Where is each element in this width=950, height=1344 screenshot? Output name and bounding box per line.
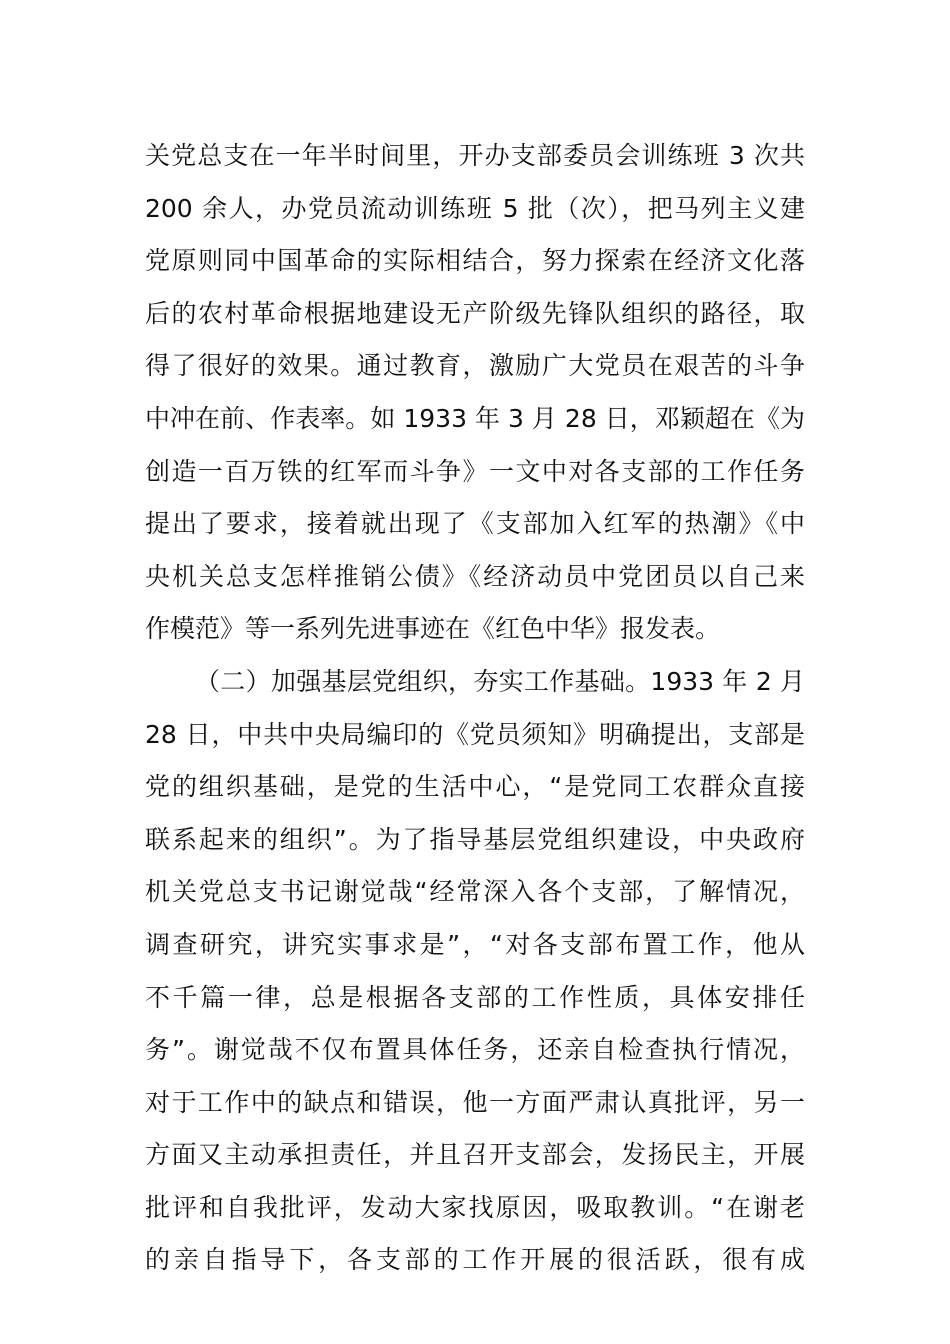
text-line: 批评和自我批评，发动大家找原因，吸取教训。“在谢老 <box>145 1192 805 1222</box>
text-line: 中冲在前、作表率。如 1933 年 3 月 28 日，邓颖超在《为 <box>145 403 805 433</box>
text-line: 党的组织基础，是党的生活中心，“是党同工农群众直接 <box>145 772 805 802</box>
text-line: 不千篇一律，总是根据各支部的工作性质，具体安排任 <box>145 982 805 1012</box>
text-line: 关党总支在一年半时间里，开办支部委员会训练班 3 次共 <box>145 141 805 170</box>
text-line: 200 余人，办党员流动训练班 5 批（次），把马列主义建 <box>145 193 805 223</box>
text-line: 党原则同中国革命的实际相结合，努力探索在经济文化落 <box>145 246 805 276</box>
text-line: 创造一百万铁的红军而斗争》一文中对各支部的工作任务 <box>145 456 805 486</box>
text-line: 28 日，中共中央局编印的《党员须知》明确提出，支部是 <box>145 719 805 749</box>
text-line: 联系起来的组织”。为了指导基层党组织建设，中央政府 <box>145 824 805 854</box>
text-line: 对于工作中的缺点和错误，他一方面严肃认真批评，另一 <box>145 1087 805 1117</box>
paragraph-end-line: 作模范》等一系列先进事迹在《红色中华》报发表。 <box>145 614 721 644</box>
body-text <box>145 130 805 1287</box>
section-heading-line: （二）加强基层党组织，夯实工作基础。1933 年 2 月 <box>195 666 805 696</box>
text-line: 得了很好的效果。通过教育，激励广大党员在艰苦的斗争 <box>145 351 805 381</box>
text-line: 机关党总支书记谢觉哉“经常深入各个支部，了解情况， <box>145 877 805 907</box>
text-line: 的亲自指导下，各支部的工作开展的很活跃，很有成 <box>145 1245 805 1275</box>
text-line: 调查研究，讲究实事求是”，“对各支部布置工作，他从 <box>145 929 805 959</box>
text-line: 务”。谢觉哉不仅布置具体任务，还亲自检查执行情况， <box>145 1035 805 1065</box>
text-line: 央机关总支怎样推销公债》《经济动员中党团员以自己来 <box>145 561 805 591</box>
text-line: 后的农村革命根据地建设无产阶级先锋队组织的路径，取 <box>145 298 805 328</box>
text-line: 提出了要求，接着就出现了《支部加入红军的热潮》《中 <box>145 509 805 539</box>
text-line: 方面又主动承担责任，并且召开支部会，发扬民主，开展 <box>145 1140 805 1170</box>
